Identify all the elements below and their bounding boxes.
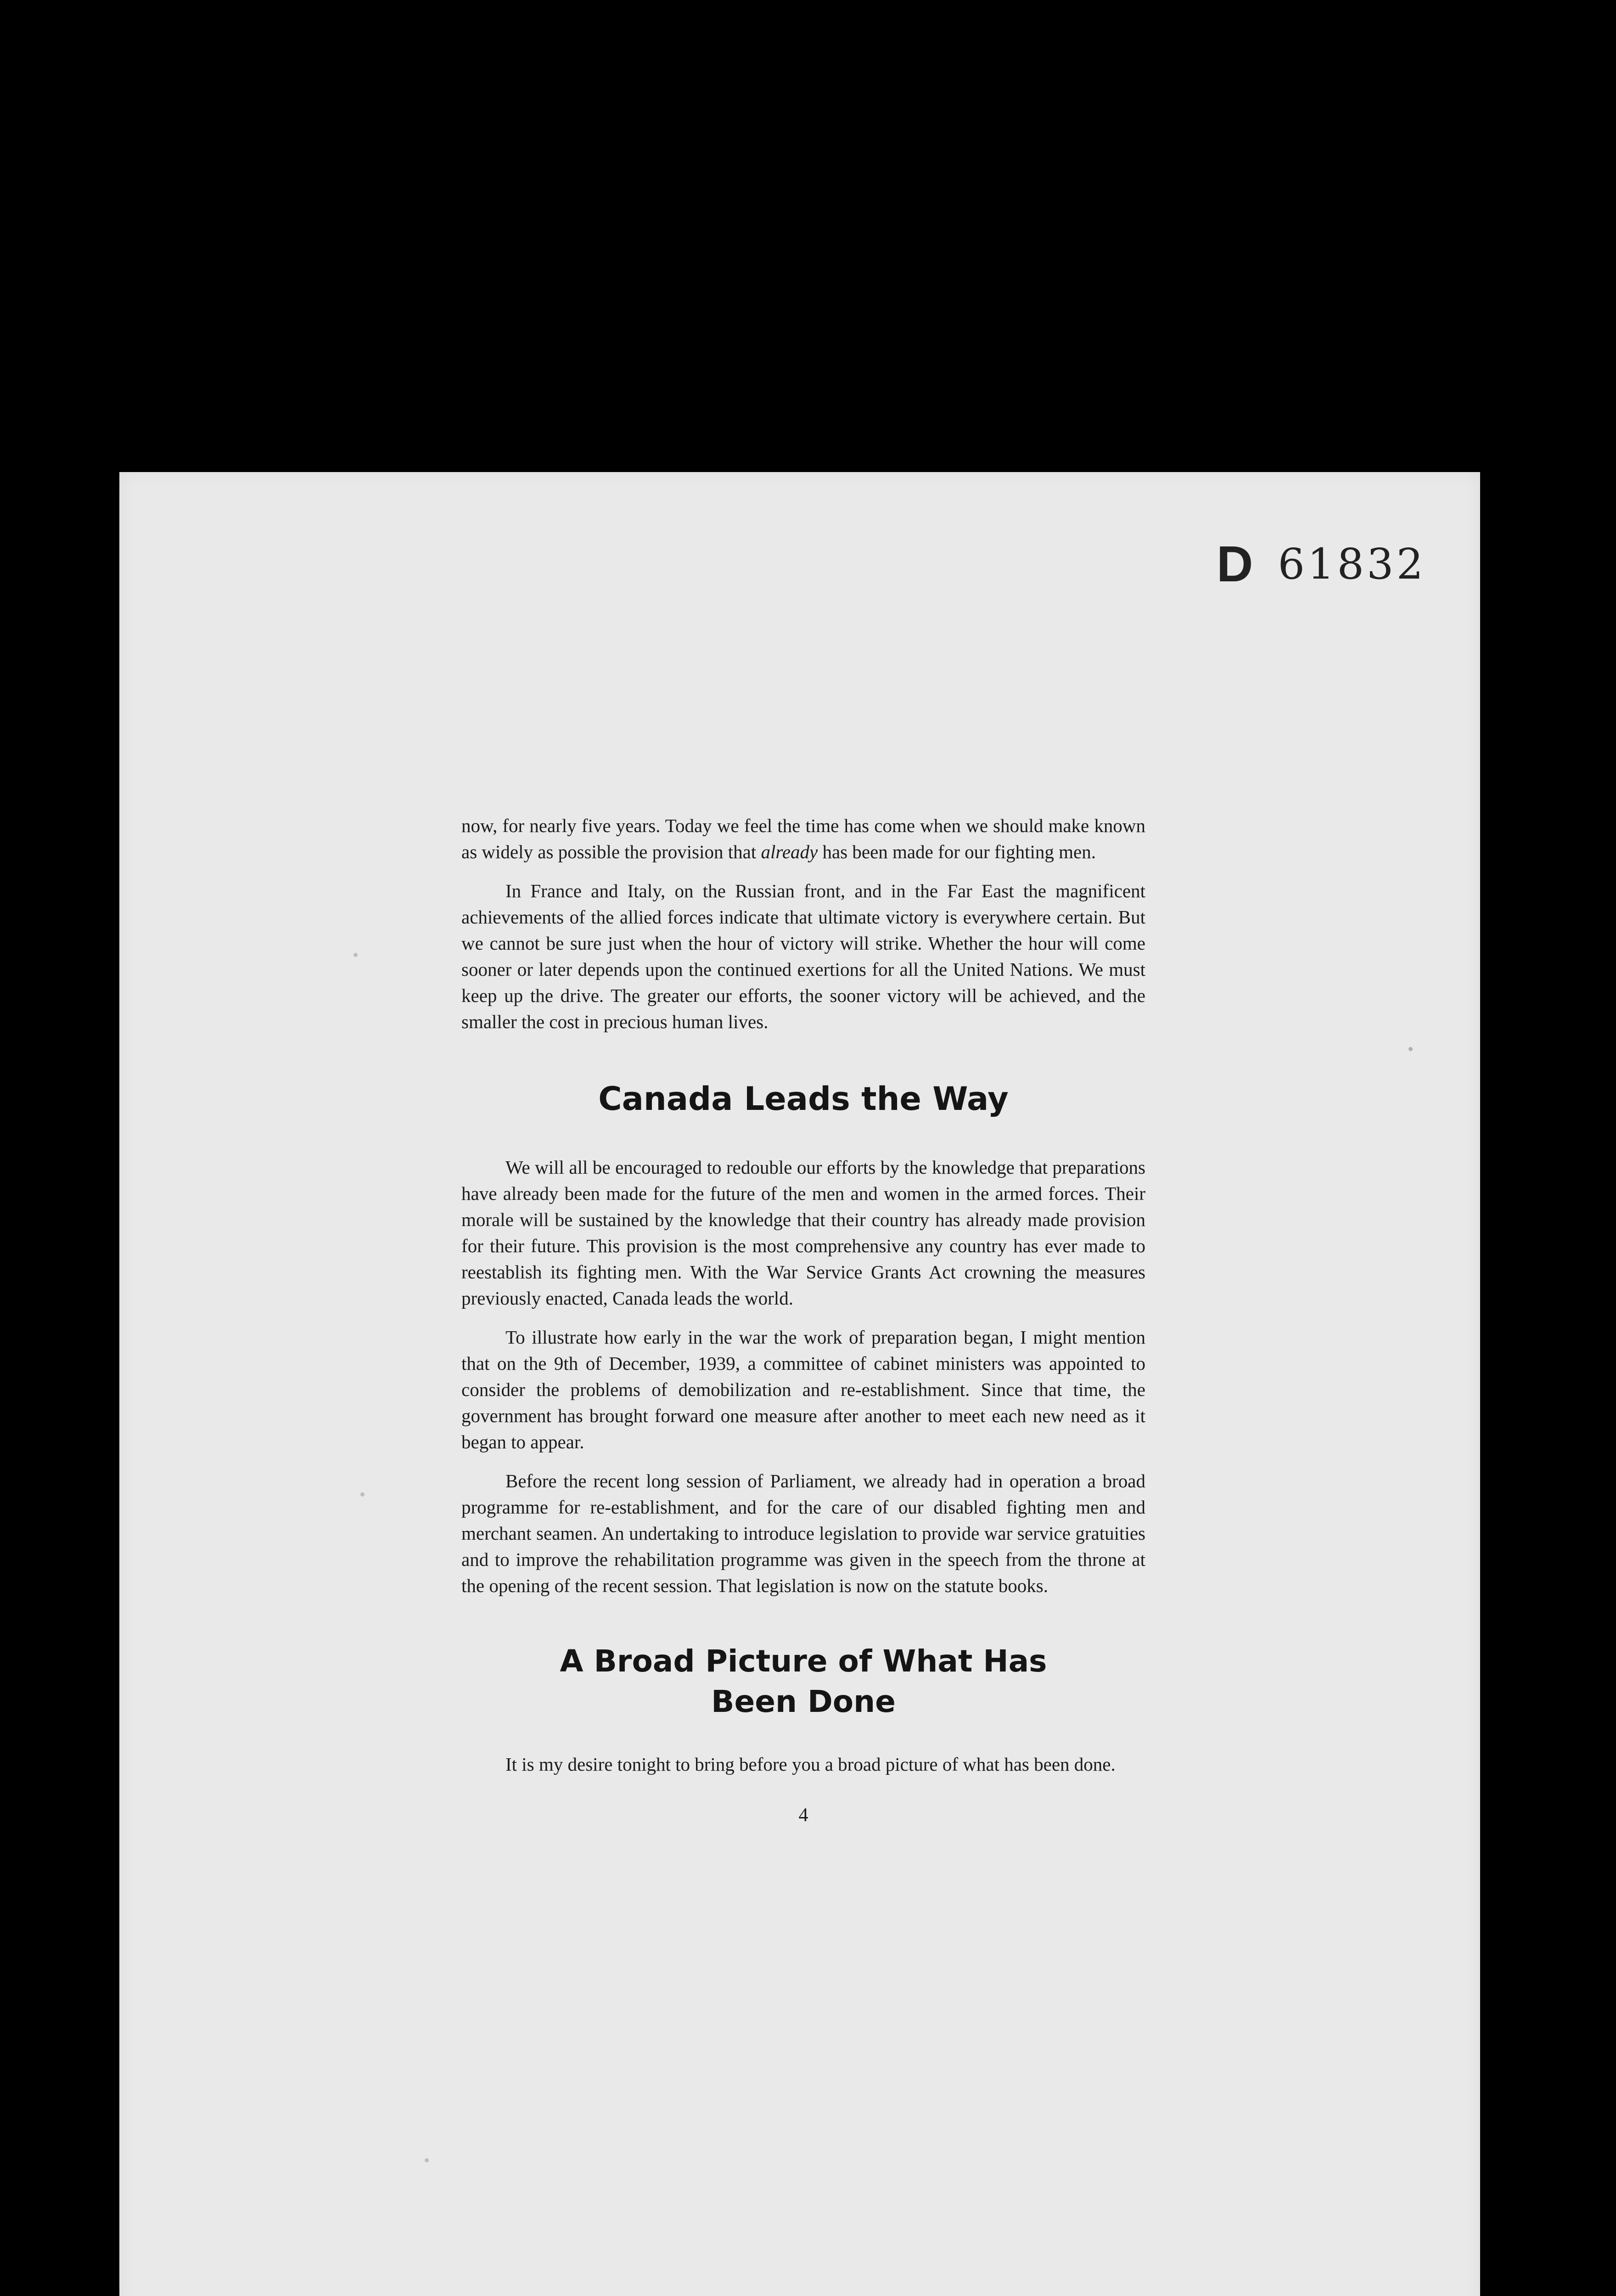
paragraph-morale: We will all be encouraged to redouble our efforts by the knowledge that preparations have already been made for the future of the men and women in the armed forces. Their morale will be sustained by the knowledge that their country has already made provision for their future. This provision is the most comprehensive any country has ever made to reestablish its fighting men. With the War Service Grants Act crowning the measures previously enacted, Canada leads the world. [461, 1157, 1145, 1309]
paragraph-continued [461, 813, 1145, 865]
paragraph-text: now, for nearly five years. Today we feel the time has come when we should make known as widely as possible the provision that [461, 815, 1145, 862]
paragraph-parliament: Before the recent long session of Parliament, we already had in operation a broad programme for re-establishment, and for the care of our disabled fighting men and merchant seamen. An undertaking to introduce legislation to provide war service gratuities and to improve the rehabilitation programme was given in the speech from the throne at the opening of the recent session. That legislation is now on the statute books. [461, 1470, 1145, 1596]
emphasis-already: already [761, 841, 818, 862]
heading-line-1: A Broad Picture of What Has [560, 1643, 1047, 1679]
paragraph-preparation: To illustrate how early in the war the work of preparation began, I might mention that on the 9th of December, 1939, a committee of cabinet ministers was appointed to consider the problems of demobilization and re-establishment. Since that time, the government has brought forward one measure after another to meet each new need as it began to appear. [461, 1327, 1145, 1452]
section-heading-canada-leads: Canada Leads the Way [598, 1080, 1009, 1118]
paper-speck [360, 1492, 365, 1497]
paper-speck [354, 953, 358, 957]
paper-speck [425, 2158, 429, 2162]
paper-speck [1408, 1047, 1413, 1051]
archive-stamp [1217, 535, 1426, 593]
page-number: 4 [798, 1805, 808, 1826]
stamp-letter: D [1217, 536, 1254, 592]
document-body [461, 813, 1145, 1826]
stamp-number: 61832 [1278, 540, 1426, 589]
paragraph-desire: It is my desire tonight to bring before you a broad picture of what has been done. [505, 1754, 1116, 1775]
section-heading-broad-picture [461, 1641, 1145, 1722]
paragraph-text-end: has been made for our fighting men. [818, 841, 1096, 862]
heading-line-2: Been Done [711, 1684, 896, 1719]
paragraph-victory: In France and Italy, on the Russian front, and in the Far East the magnificent achievements of the allied forces indicate that ultimate victory is everywhere certain. But we cannot be sure just when the hour of victory will strike. Whether the hour will come sooner or later depends upon the continued exertions for all the United Nations. We must keep up the drive. The greater our efforts, the sooner victory will be achieved, and the smaller the cost in precious human lives. [461, 880, 1145, 1032]
